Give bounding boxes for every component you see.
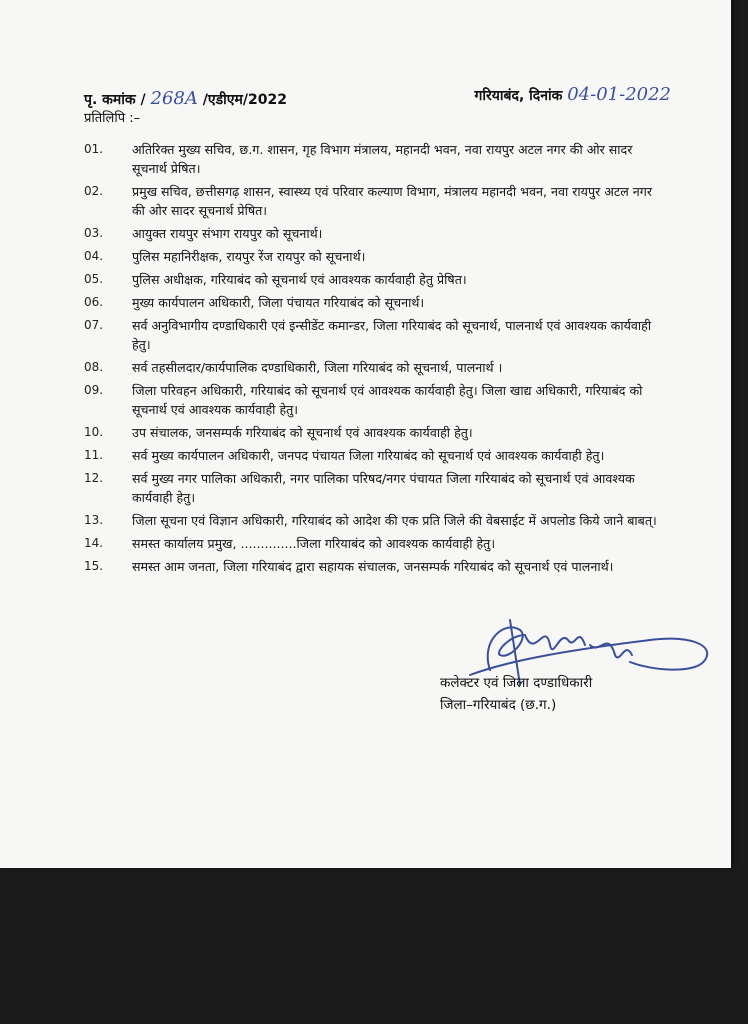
recipient-number: 09.	[84, 383, 104, 397]
recipient-text: सर्व अनुविभागीय दण्डाधिकारी एवं इन्सीडेंट कमान्डर, जिला गरियाबंद को सूचनार्थ, पालनार्थ एवं आवश्यक कार्यवाही हेतु।	[132, 318, 652, 352]
recipient-text: अतिरिक्त मुख्य सचिव, छ.ग. शासन, गृह विभाग मंत्रालय, महानदी भवन, नवा रायपुर अटल नगर की ओर सादर सूचनार्थ प्रेषित।	[132, 142, 633, 176]
signatory-block	[440, 672, 660, 716]
reference-number: पृ. कमांक / 268A /एडीएम/2022	[84, 88, 287, 109]
recipient-item	[84, 270, 664, 289]
recipient-item	[84, 247, 664, 266]
recipient-number: 03.	[84, 226, 104, 240]
recipient-text: जिला सूचना एवं विज्ञान अधिकारी, गरियाबंद को आदेश की एक प्रति जिले की वेबसाईट में अपलोड किये जाने बाबत्।	[132, 513, 657, 528]
recipient-number: 04.	[84, 249, 104, 263]
recipient-item	[84, 293, 664, 312]
recipient-item	[84, 224, 664, 243]
recipient-number: 11.	[84, 448, 104, 462]
recipient-text: सर्व तहसीलदार/कार्यपालिक दण्डाधिकारी, जिला गरियाबंद को सूचनार्थ, पालनार्थ ।	[132, 360, 503, 375]
recipient-item	[84, 316, 664, 354]
date-handwritten: 04-01-2022	[567, 84, 671, 105]
recipient-item	[84, 423, 664, 442]
copy-to-label: प्रतिलिपि :–	[84, 111, 141, 126]
recipient-number: 13.	[84, 513, 104, 527]
recipient-number: 01.	[84, 142, 104, 156]
recipient-number: 12.	[84, 471, 104, 485]
recipient-text: पुलिस महानिरीक्षक, रायपुर रेंज रायपुर को सूचनार्थ।	[132, 249, 366, 264]
signatory-office: जिला–गरियाबंद (छ.ग.)	[440, 697, 557, 713]
ref-number-handwritten: 268A	[150, 88, 198, 109]
recipient-item	[84, 534, 664, 553]
recipient-number: 15.	[84, 559, 104, 573]
recipient-text: सर्व मुख्य नगर पालिका अधिकारी, नगर पालिका परिषद/नगर पंचायत जिला गरियाबंद को सूचनार्थ एवं आवश्यक कार्यवाही हेतु।	[132, 471, 635, 505]
recipient-item	[84, 381, 664, 419]
recipient-text: उप संचालक, जनसम्पर्क गरियाबंद को सूचनार्थ एवं आवश्यक कार्यवाही हेतु।	[132, 425, 473, 440]
recipient-item	[84, 557, 664, 576]
ref-prefix: पृ. कमांक	[84, 92, 136, 108]
recipient-text: सर्व मुख्य कार्यपालन अधिकारी, जनपद पंचायत जिला गरियाबंद को सूचनार्थ एवं आवश्यक कार्यवाही हेतु।	[132, 448, 605, 463]
recipient-text: प्रमुख सचिव, छत्तीसगढ़ शासन, स्वास्थ्य एवं परिवार कल्याण विभाग, मंत्रालय महानदी भवन, नवा रायपुर अटल नगर की ओर सादर सूचनार्थ प्रेषित।	[132, 184, 653, 218]
place-date-label: गरियाबंद, दिनांक	[474, 88, 563, 104]
recipient-text: पुलिस अधीक्षक, गरियाबंद को सूचनार्थ एवं आवश्यक कार्यवाही हेतु प्रेषित।	[132, 272, 467, 287]
recipient-item	[84, 511, 664, 530]
recipient-item	[84, 469, 664, 507]
recipient-text: जिला परिवहन अधिकारी, गरियाबंद को सूचनार्थ एवं आवश्यक कार्यवाही हेतु। जिला खाद्य अधिकारी, गरियाबंद को सूचनार्थ एवं आवश्यक कार्यवाही हेतु।	[132, 383, 643, 417]
recipient-text: समस्त कार्यालय प्रमुख, ..............जिला गरियाबंद को आवश्यक कार्यवाही हेतु।	[132, 536, 496, 551]
recipient-number: 07.	[84, 318, 104, 332]
reference-line	[84, 84, 671, 112]
recipient-number: 10.	[84, 425, 104, 439]
recipient-number: 02.	[84, 184, 104, 198]
recipient-text: मुख्य कार्यपालन अधिकारी, जिला पंचायत गरियाबंद को सूचनार्थ।	[132, 295, 425, 310]
recipient-number: 06.	[84, 295, 104, 309]
recipient-text: आयुक्त रायपुर संभाग रायपुर को सूचनार्थ।	[132, 226, 323, 241]
signatory-designation: कलेक्टर एवं जिला दण्डाधिकारी	[440, 675, 593, 691]
recipient-item	[84, 140, 664, 178]
recipient-number: 14.	[84, 536, 104, 550]
recipient-item	[84, 358, 664, 377]
recipient-item	[84, 446, 664, 465]
recipient-text: समस्त आम जनता, जिला गरियाबंद द्वारा सहायक संचालक, जनसम्पर्क गरियाबंद को सूचनार्थ एवं पालनार्थ।	[132, 559, 614, 574]
recipient-item	[84, 182, 664, 220]
ref-suffix: /एडीएम/2022	[202, 92, 287, 108]
recipient-number: 08.	[84, 360, 104, 374]
recipient-list	[84, 140, 664, 580]
recipient-number: 05.	[84, 272, 104, 286]
place-date	[475, 84, 671, 105]
